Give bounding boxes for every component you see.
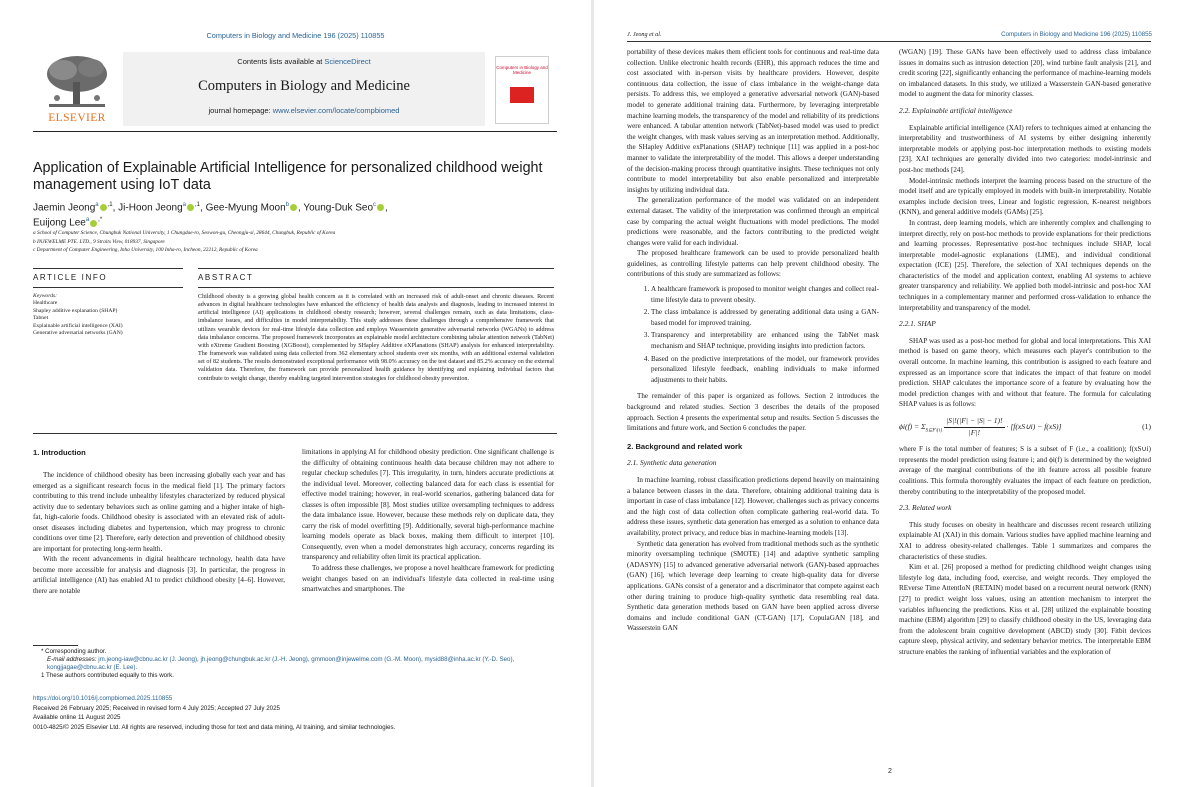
cover-title: Computers in Biology and Medicine bbox=[496, 65, 548, 75]
right-column bbox=[899, 47, 1151, 657]
footnote-sup: ,1 bbox=[107, 202, 113, 208]
paragraph: Kim et al. [26] proposed a method for predicting childhood weight changes using lifestyle log data, including food, exercise, and weight records. They employed the REverse Time AttentIoN (RETAIN) model based on a recurrent neural network (RNN) [27] to predict weight loss values, using an attention mechanism to interpret the variables influencing the predictions. Kiss et al. [28] utilized the explainable boosting machine (EBM) algorithm [29] to classify childhood obesity in the US, leveraging data from the adolescent brain cognitive development (ABCD) study [30]. Fitbit devices capture sleep, physical activity, and sedentary behavior metrics. The interpretable EBM structure enables the ranking of influential variables and the exploration of bbox=[899, 563, 1151, 656]
available-online: Available online 11 August 2025 bbox=[33, 714, 121, 722]
formula-denominator: |F|! bbox=[968, 427, 981, 437]
footnote-corresponding: * Corresponding author. bbox=[41, 648, 107, 655]
footnote-equal: 1 These authors contributed equally to this work. bbox=[41, 672, 174, 680]
elsevier-logo[interactable] bbox=[33, 52, 121, 126]
paragraph: The generalization performance of the model was validated on an independent external dataset. The validity of the interpretation was confirmed through an empirical case by comparing the actual weight fluctuations with model predictions. The model predictions were reasonable, and the factors contributing to the predicted weight changes were valid for each individual. bbox=[627, 196, 879, 247]
page-1 bbox=[0, 0, 591, 787]
sciencedirect-link[interactable]: ScienceDirect bbox=[324, 57, 371, 66]
section-2-3-heading: 2.3. Related work bbox=[899, 503, 952, 513]
contents-prefix: Contents lists available at bbox=[237, 57, 325, 66]
journal-banner bbox=[33, 52, 557, 128]
footnote-rule bbox=[33, 645, 78, 646]
received-dates: Received 26 February 2025; Received in revised form 4 July 2025; Accepted 27 July 2025 bbox=[33, 704, 280, 712]
affiliation-sup[interactable]: b bbox=[285, 202, 289, 208]
author-separator: , bbox=[385, 202, 388, 214]
equation-number: (1) bbox=[1142, 421, 1151, 431]
orcid-icon[interactable] bbox=[290, 204, 297, 211]
formula-numerator: |S|!(|F| − |S| − 1)! bbox=[944, 416, 1005, 428]
paragraph: Explainable artificial intelligence (XAI) refers to techniques aimed at enhancing the interpretability and trustworthiness of AI systems by either designing inherently interpretable models or applying post-hoc interpretation methods to existing models [23]. XAI techniques are generally divided into two categories: model-intrinsic and post-hoc methods [24]. bbox=[899, 123, 1151, 174]
paragraph: portability of these devices makes them efficient tools for continuous and real-time data collection. Unlike electronic health records (EHR), this approach reduces the time and cost associated with in-person visits by healthcare providers. However, despite continuous data collection, the issue of class imbalance in the weight-change data persists. To address this, we employed a generative adversarial network (GAN)-based model to generate additional training data. Furthermore, by leveraging interpretable machine learning models, the transparency of the model and reliability of its predictions were enhanced. A tabular attention network (TabNet)-based model was used to predict the weight changes, with mask values serving as an interpretation method. Additionally, the SHapley Additive exPlanations (SHAP) technique [11] was applied in a post-hoc manner to validate the interpretability of the model. This allows a deeper understanding of the decision-making process through quantitative insights. These techniques not only contribute to model interpretability but also enable personalized and interpretable insights by utilizing individual data. bbox=[627, 48, 879, 194]
affiliation-sup[interactable]: c bbox=[373, 202, 377, 208]
paragraph: To address these challenges, we propose a novel healthcare framework for predicting weight changes based on an individual's lifestyle data collected in real-time using smartwatches and smartphones. The bbox=[302, 564, 554, 594]
banner-rule bbox=[33, 131, 557, 132]
header-rule bbox=[627, 41, 1151, 42]
copyright: 0010-4825/© 2025 Elsevier Ltd. All rights are reserved, including those for text and data mining, AI training, and similar technologies. bbox=[33, 724, 396, 732]
author-name[interactable]: , Young-Duk Seo bbox=[297, 202, 374, 214]
journal-cover[interactable] bbox=[495, 56, 549, 124]
intro-column-2 bbox=[302, 447, 554, 595]
orcid-icon[interactable] bbox=[187, 204, 194, 211]
section-2-1-heading: 2.1. Synthetic data generation bbox=[627, 458, 717, 468]
orcid-icon[interactable] bbox=[90, 220, 97, 227]
affiliation-item: a School of Computer Science, Chungbuk National University, 1 Chungdae-ro, Seowon-gu, Cheongju-si, 28644, Chungbuk, Republic of Korea bbox=[33, 230, 336, 236]
article-info-heading: ARTICLE INFO bbox=[33, 273, 108, 282]
journal-citation[interactable]: Computers in Biology and Medicine 196 (2025) 110855 bbox=[206, 31, 385, 40]
author-name[interactable]: , Ji-Hoon Jeong bbox=[112, 202, 183, 214]
list-item: 1. A healthcare framework is proposed to monitor weight changes and collect real-time lifestyle data to prevent obesity. bbox=[651, 284, 879, 305]
left-column bbox=[627, 47, 879, 634]
paragraph: With the recent advancements in digital healthcare technology, health data have become more accessible for analysis and diagnosis [3]. In particular, the progress in artificial intelligence (AI) has enabled AI to predict childhood obesity [4–6]. However, there are notable bbox=[33, 555, 285, 596]
author-name[interactable]: Euijong Lee bbox=[33, 217, 86, 229]
keywords bbox=[33, 293, 183, 337]
formula-sub: S⊆F\{i} bbox=[925, 428, 943, 434]
paragraph: The incidence of childhood obesity has been increasing globally each year and has emerged as a significant research focus in the medical field [1]. The primary factors contributing to this trend include unhealthy lifestyles characterized by reduced physical activity due to sedentary behaviors such as online gaming and a higher intake of high-fat, high-calorie foods. Childhood obesity is associated with an elevated risk of adult-onset diseases including diabetes and hypertension, which may progress to chronic conditions over time [2]. Therefore, early detection and prevention of childhood obesity are important for protecting long-term health. bbox=[33, 471, 285, 553]
keywords-label: Keywords: bbox=[33, 293, 58, 299]
orcid-icon[interactable] bbox=[377, 204, 384, 211]
page-number: 2 bbox=[888, 768, 892, 775]
homepage-link[interactable]: www.elsevier.com/locate/compbiomed bbox=[272, 106, 400, 115]
paragraph: This study focuses on obesity in healthcare and discusses recent research utilizing explainable AI (XAI) in this domain. Various studies have applied machine learning and XAI to address obesity-related challenges. Table 1 summarizes and compares the characteristics of these studies. bbox=[899, 520, 1151, 561]
paragraph: The remainder of this paper is organized as follows. Section 2 introduces the background and related studies. Section 3 describes the details of the proposed approach. Section 4 presents the experimental setup and results. Section 5 discusses the limitations and future work, and Section 6 concludes the paper. bbox=[627, 392, 879, 433]
contributions-list bbox=[627, 284, 879, 385]
paragraph: Model-intrinsic methods interpret the learning process based on the structure of the model itself and are typically employed in models with built-in interpretability. Notable examples include decision trees, Linear and logistic regression, K-nearest neighbors (KNN), and general additive models (GAMs) [25]. bbox=[899, 176, 1151, 217]
contents-line bbox=[123, 57, 485, 66]
keyword: Tabnet bbox=[33, 315, 49, 322]
list-item: 4. Based on the predictive interpretations of the model, our framework provides personalized lifestyle feedback, enabling individuals to make informed adjustments to their habits. bbox=[651, 354, 879, 386]
footnotes bbox=[33, 648, 553, 680]
journal-citation[interactable]: Computers in Biology and Medicine 196 (2025) 110855 bbox=[1001, 31, 1152, 38]
affiliation-sup[interactable]: a bbox=[182, 202, 187, 208]
journal-name: Computers in Biology and Medicine bbox=[198, 78, 410, 94]
affiliation-sup[interactable]: a bbox=[95, 202, 99, 208]
affiliation-sup[interactable]: a bbox=[85, 217, 90, 224]
formula-lhs: ϕi(f) = Σ bbox=[899, 421, 926, 431]
paragraph: In machine learning, robust classification predictions depend heavily on maintaining a balance between classes in the data. Therefore, obtaining additional training data is important in case of class imbalance [12]. However, challenges such as privacy concerns and the high cost of data collection often complicate gathering real-world data. To address these issues, synthetic data generation has emerged as a solution to enhance data availability, protect privacy, and reduce bias in machine-learning models [13]. bbox=[627, 475, 879, 537]
paragraph: Synthetic data generation has evolved from traditional methods such as the synthetic minority oversampling technique (SMOTE) [14] and adaptive synthetic sampling (ADASYN) [15] to advanced generative adversarial network (GAN)-based approaches (GAN) [16], which leverage deep learning to create high-quality data for diverse applications. GANs consist of a generator and a discriminator that compete against each other during training to produce high-quality synthetic data resembling real data. Synthetic data generation methods based on GAN have been applied across diverse domains and include conditional GAN (CT-GAN) [17], CopulaGAN [18], and Wasserstein GAN bbox=[627, 539, 879, 633]
affiliation-item: b INJEWELME PTE. LTD., 9 Straits View, 018937, Singapore bbox=[33, 238, 165, 245]
intro-heading: 1. Introduction bbox=[33, 448, 86, 457]
author-name[interactable]: Jaemin Jeong bbox=[33, 202, 96, 214]
keyword: Explainable artificial intelligence (XAI) bbox=[33, 322, 123, 329]
section-2-2-heading: 2.2. Explainable artificial intelligence bbox=[899, 105, 1013, 115]
shap-formula bbox=[899, 416, 1151, 438]
homepage-line bbox=[123, 106, 485, 115]
paragraph: The proposed healthcare framework can be used to provide personalized health guidelines, as controlling lifestyle patterns can help prevent childhood obesity. The contributions of this study are summarized as follows: bbox=[627, 249, 879, 279]
homepage-prefix: journal homepage: bbox=[208, 106, 273, 115]
journal-info bbox=[123, 52, 485, 126]
affiliation-item: c Department of Computer Engineering, Inha University, 100 Inha-ro, Incheon, 22212, Republic of Korea bbox=[33, 247, 258, 254]
publisher-name: ELSEVIER bbox=[48, 112, 106, 124]
orcid-icon[interactable] bbox=[100, 204, 107, 211]
paragraph: where F is the total number of features; S is a subset of F (i.e., a coalition); f(xS∪i) represents the model prediction using feature i; and ϕi(f) is determined by the weighted average of the marginal contributions of the ith feature across all possible feature coalitions. This formula thoroughly evaluates the impact of each feature on prediction, thereby contributing to the interpretability of the proposed model. bbox=[899, 445, 1151, 496]
author-name[interactable]: , Gee-Myung Moon bbox=[200, 202, 286, 214]
keyword: Shapley additive explanation (SHAP) bbox=[33, 307, 118, 314]
running-head: J. Jeong et al. bbox=[627, 31, 662, 38]
formula-rhs: · [f(xS∪i) − f(xS)] bbox=[1006, 421, 1062, 431]
author-list bbox=[33, 199, 553, 230]
article-info-rule-2 bbox=[33, 287, 183, 288]
abstract-rule-2 bbox=[198, 287, 554, 288]
doi-link[interactable]: https://doi.org/10.1016/j.compbiomed.2025.110855 bbox=[33, 695, 173, 702]
cover-image bbox=[510, 87, 534, 103]
keyword: Healthcare bbox=[33, 300, 58, 307]
section-rule bbox=[33, 433, 557, 434]
list-item: 3. Transparency and interpretability are enhanced using the TabNet mask mechanism and SHAP technique, providing insights into prediction factors. bbox=[651, 330, 879, 351]
paragraph: limitations in applying AI for childhood obesity prediction. One significant challenge is the difficulty of obtaining continuous health data because children may not adhere to regular checkup schedules [7]. This irregularity, in turn, hinders accurate predictions at the individual level. Moreover, collecting balanced data for each class is essential for effective model training; however, in real-world scenarios, gathering balanced data for classes is often impossible [8]. Most studies utilize oversampling techniques to address the data imbalance issue. However, because these methods rely on duplicate data, they carry the risk of model overfitting [9]. Additionally, several high-performance machine learning models operate as black boxes, making them difficult to interpret [10]. Consequently, even when a model demonstrates high accuracy, concerns regarding its transparency and reliability often limit its practical application. bbox=[302, 448, 554, 562]
paragraph: SHAP was used as a post-hoc method for global and local interpretations. This XAI method is based on game theory, which measures each player's contribution to the overall outcome. In machine learning, this contribution is assigned to each feature and expressed as an importance score that indicates the impact of that feature on model prediction. SHAP calculates the importance score of a feature by evaluating how the model prediction changes with and without that feature. The formula for calculating SHAP values is as follows: bbox=[899, 336, 1151, 409]
section-2-heading: 2. Background and related work bbox=[627, 441, 743, 451]
footnote-emails-line bbox=[33, 656, 553, 672]
formula-body bbox=[899, 416, 1061, 438]
article-title: Application of Explainable Artificial Intelligence for personalized childhood weight management using IoT data bbox=[33, 160, 543, 193]
keyword: Generative adversarial networks (GAN) bbox=[33, 330, 123, 337]
section-2-2-1-heading: 2.2.1. SHAP bbox=[899, 319, 936, 329]
intro-column-1 bbox=[33, 470, 285, 597]
list-item: 2. The class imbalance is addressed by generating additional data using a GAN-based model for improved training. bbox=[651, 307, 879, 328]
affiliations bbox=[33, 229, 553, 255]
abstract-rule bbox=[198, 268, 554, 269]
elsevier-tree-icon bbox=[33, 52, 121, 112]
paragraph: In contrast, deep learning models, which are inherently complex and challenging to interpret directly, rely on post-hoc methods to provide explanations for their predictions and learning processes. Representative post-hoc techniques include SHAP, local interpretable model-agnostic explanations (LIME), and individual conditional expectation (ICE) [25]. Therefore, the selection of XAI techniques depends on the characteristics of the model and application context, enabling AI systems to achieve greater transparency and reliability. We applied both model-intrinsic and post-hoc XAI techniques in a complementary manner and performed cross-validation to enhance the interpretability and transparency of the model. bbox=[899, 218, 1151, 312]
footnote-sup: ,* bbox=[98, 217, 103, 224]
abstract-heading: ABSTRACT bbox=[198, 273, 254, 282]
article-info-rule bbox=[33, 268, 183, 269]
formula-fraction bbox=[944, 416, 1005, 438]
footnote-sup: ,1 bbox=[195, 202, 201, 208]
paragraph: (WGAN) [19]. These GANs have been effectively used to address class imbalance issues in domains such as intrusion detection [20], wind turbine fault analysis [21], and credit scoring [22], significantly enhancing the performance of machine-learning models on imbalanced datasets. In this study, we utilized a Wasserstein GAN-based generative model to augment the data for minority classes. bbox=[899, 48, 1151, 99]
page-2 bbox=[594, 0, 1185, 787]
abstract-text: Childhood obesity is a growing global health concern as it is correlated with an increased risk of adult-onset and chronic diseases. Recent advances in digital healthcare technologies have enhanced the efficiency of health data analysis and diagnosis, leading to increased interest in artificial intelligence (AI) applications in childhood obesity research; however, several challenges remain, such as data limitations, class-imbalance issues, and difficulties in model interpretability. This study addresses these challenges through a comprehensive framework that utilizes wearable devices for real-time lifestyle data collection and employs Wasserstein generative adversarial networks (WGANs) to address data imbalance concerns. The proposed framework incorporates an explainable model architecture combining tabular attention network (TabNet) with eXtreme Gradient Boosting (XGBoost), complemented by SHapley Additive eXPlanations (SHAP) analysis for enhanced interpretability. The framework was validated using data collected from 362 elementary school students over six months, with an additional external validation set of 82 students. The results demonstrated exceptional performance with 98.0% accuracy on the test dataset and 85.2% accuracy on the external validation data. Therefore, the framework can provide personalized health guidance by identifying and explaining individual factors that contribute to weight change, thereby enabling targeted intervention strategies for childhood obesity prevention. bbox=[198, 294, 554, 382]
email-label: E-mail addresses: bbox=[47, 656, 99, 664]
publication-info bbox=[33, 694, 553, 733]
email-links[interactable]: jm.jeong-iaw@cbnu.ac.kr (J. Jeong), jh.jeong@chungbuk.ac.kr (J.-H. Jeong), gmmoon@injewelme.com (G.-M. Moon), mysid88@inha.ac.kr (Y.-D. Seo), kongjjagae@cbnu.ac.kr (E. Lee). bbox=[47, 656, 515, 672]
